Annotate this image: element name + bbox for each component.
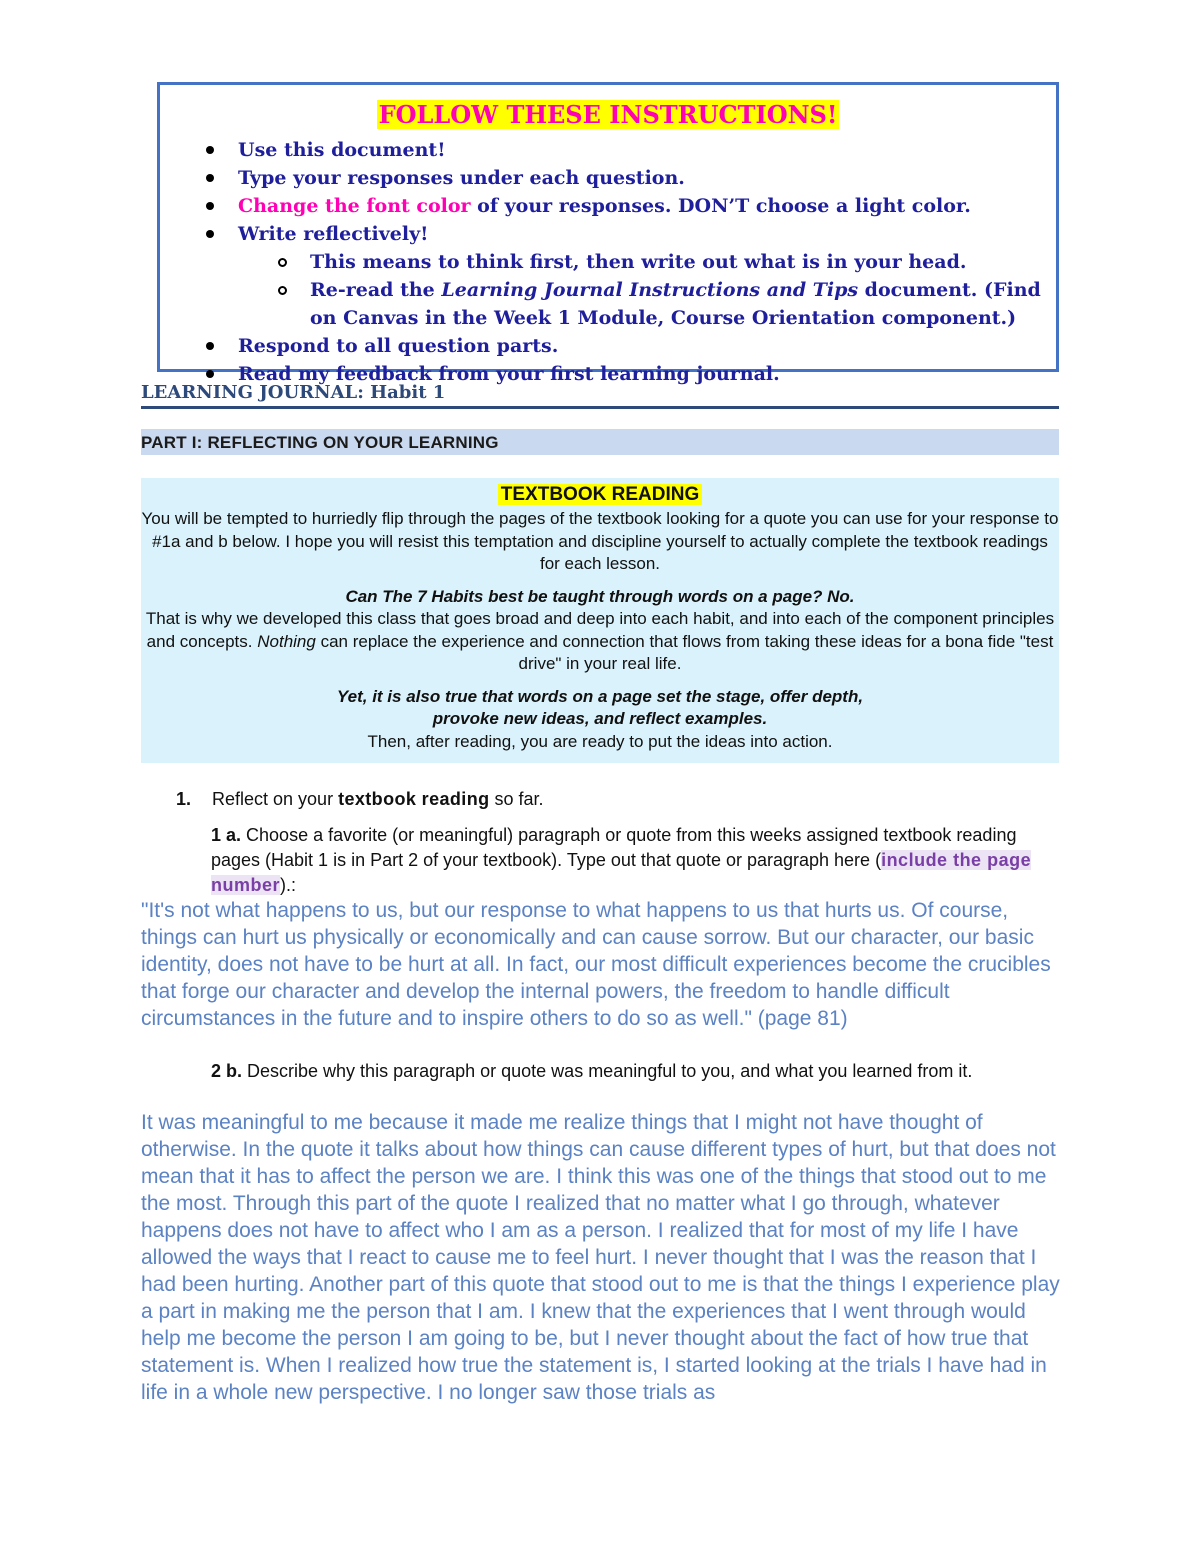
question-number: 1. bbox=[176, 789, 192, 809]
textbook-paragraph: That is why we developed this class that goes broad and deep into each habit, and into each of the component principles and concepts. Nothing can replace the experience and connection that flows from taking these ideas for a bona fide "test drive" in your real life. bbox=[145, 609, 1055, 673]
response-1b[interactable]: It was meaningful to me because it made me realize things that I might not have thought of otherwise. In the quote it talks about how things can cause different types of hurt, but that does not mean that it has to affect the person we are. I think this was one of the things that stood out to me the most. Through this part of the quote I realized that no matter what I go through, whatever happens does not have to affect who I am as a person. I realized that for most of my life I have allowed the ways that I react to cause me to feel hurt. I never thought that I was the reason that I had been hurting. Another part of this quote that stood out to me is that the things I experience play a part in making me the person that I am. I knew that the experiences that I went through would help me become the person I am going to be, but I never thought about the fact of how true that statement is. When I realized how true the statement is, I started looking at the trials I have had in life in a whole new perspective. I no longer saw those trials as bbox=[141, 1111, 1060, 1404]
textbook-emphasis-line: Yet, it is also true that words on a page set the stage, offer depth, bbox=[336, 686, 864, 706]
circle-bullet-icon bbox=[278, 286, 287, 295]
instruction-item: Respond to all question parts. bbox=[160, 332, 1056, 360]
question-1: 1. Reflect on your textbook reading so far. bbox=[176, 786, 544, 812]
bullet-icon bbox=[206, 202, 214, 210]
textbook-reading-box bbox=[141, 478, 1059, 763]
textbook-question: Can The 7 Habits best be taught through words on a page? No. bbox=[345, 586, 855, 606]
textbook-reading-title: TEXTBOOK READING bbox=[141, 482, 1059, 508]
journal-title: LEARNING JOURNAL: Habit 1 bbox=[141, 382, 446, 403]
question-label: 1 a. bbox=[211, 825, 242, 845]
question-label: 2 b. bbox=[211, 1061, 243, 1081]
instruction-item: Read my feedback from your first learning journal. bbox=[160, 360, 1056, 388]
question-1a: 1 a. Choose a favorite (or meaningful) paragraph or quote from this weeks assigned textbook reading pages (Habit 1 is in Part 2 of your textbook). Type out that quote or paragraph here (include the page number).: bbox=[211, 825, 1032, 895]
instruction-subitem: This means to think first, then write out what is in your head. bbox=[160, 248, 1056, 276]
textbook-closing-line: Then, after reading, you are ready to put the ideas into action. bbox=[367, 731, 833, 751]
circle-bullet-icon bbox=[278, 258, 287, 267]
instruction-item: Change the font color of your responses. DON’T choose a light color. bbox=[160, 192, 1056, 220]
instruction-subitem: Re-read the Learning Journal Instructions and Tips document. (Find on Canvas in the Week 1 Module, Course Orientation component.) bbox=[160, 276, 1056, 332]
instructions-list bbox=[160, 136, 1056, 388]
bullet-icon bbox=[206, 174, 214, 182]
bullet-icon bbox=[206, 370, 214, 378]
textbook-emphasis-line: provoke new ideas, and reflect examples. bbox=[432, 709, 768, 728]
instruction-item: Type your responses under each question. bbox=[160, 164, 1056, 192]
bullet-icon bbox=[206, 342, 214, 350]
part-title: PART I: REFLECTING ON YOUR LEARNING bbox=[141, 433, 499, 452]
bullet-icon bbox=[206, 230, 214, 238]
bullet-icon bbox=[206, 146, 214, 154]
instruction-item: Write reflectively! bbox=[160, 220, 1056, 248]
page-number-hint: include the page number bbox=[211, 850, 1032, 895]
response-1a[interactable]: "It's not what happens to us, but our response to what happens to us that hurts us. Of course, things can hurt us physically or economically and can cause sorrow. But our character, our basic identity, does not have to be hurt at all. In fact, our most difficult experiences become the crucibles that forge our character and develop the internal powers, the freedom to handle difficult circumstances in the future and to inspire others to do so as well." (page 81) bbox=[141, 899, 1051, 1030]
instructions-box bbox=[157, 82, 1059, 385]
highlight-text: Change the font color bbox=[238, 195, 471, 217]
instructions-title: FOLLOW THESE INSTRUCTIONS! bbox=[378, 100, 838, 129]
title-divider bbox=[141, 406, 1059, 409]
textbook-paragraph: You will be tempted to hurriedly flip through the pages of the textbook looking for a quote you can use for your response to #1a and b below. I hope you will resist this temptation and discipline yourself to actually complete the textbook readings for each lesson. bbox=[141, 509, 1059, 573]
question-1b: 2 b. Describe why this paragraph or quote was meaningful to you, and what you learned from it. bbox=[211, 1061, 973, 1081]
instruction-item: Use this document! bbox=[160, 136, 1056, 164]
